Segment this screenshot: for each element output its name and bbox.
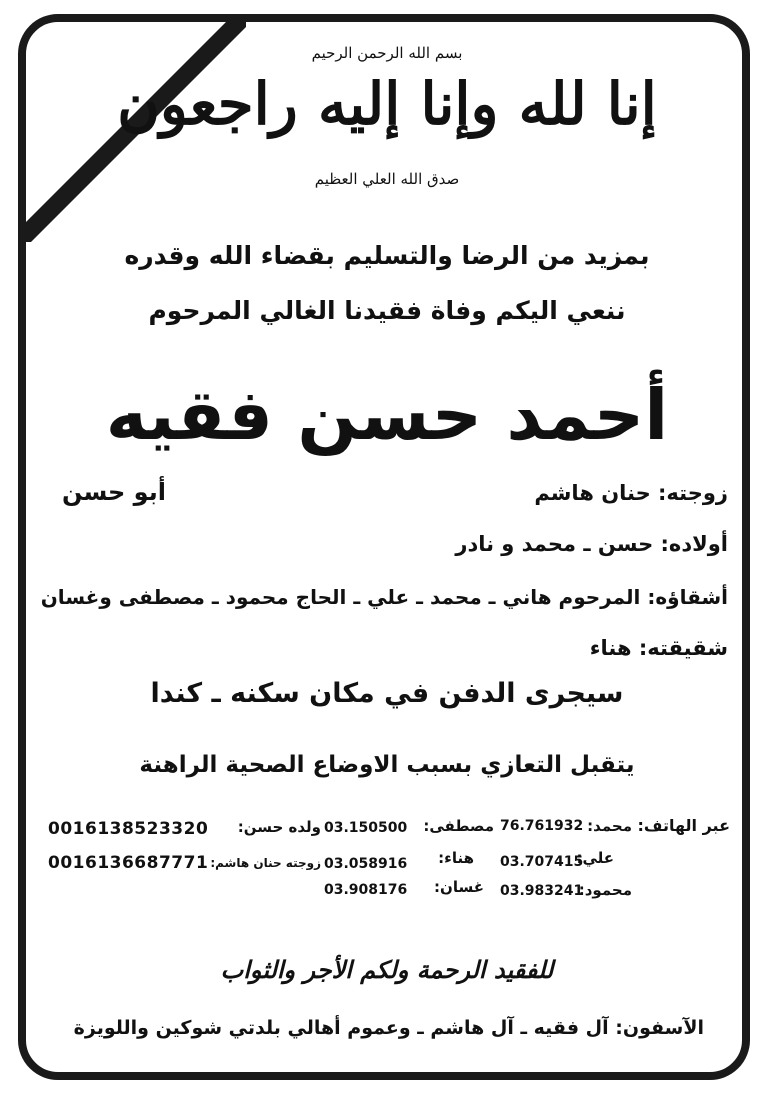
phone-number: 0016136687771 (48, 853, 209, 873)
phone-name: هناء: (438, 849, 474, 867)
sister-line: شقيقته: هناء (589, 636, 728, 660)
quran-verse: إنا لله وإنا إليه راجعون (117, 70, 657, 138)
phone-number: 03.908176 (324, 882, 408, 898)
nickname: أبو حسن (62, 478, 166, 506)
children-line: أولاده: حسن ـ محمد و نادر (455, 532, 728, 556)
phone-name: زوجته حنان هاشم: (210, 856, 321, 870)
mourners-line: الآسفون: آل فقيه ـ آل هاشم ـ وعموم أهالي بلدتي شوكين واللويزة (73, 1017, 704, 1039)
condolence-note: يتقبل التعازي بسبب الاوضاع الصحية الراهنة (139, 752, 635, 778)
phone-name: غسان: (434, 878, 484, 896)
phone-name: علي: (576, 849, 614, 867)
intro-line-1: بمزيد من الرضا والتسليم بقضاء الله وقدره (124, 241, 650, 270)
phone-name: محمد: (587, 817, 632, 835)
phone-number: 76.761932 (500, 818, 584, 834)
wife-line: زوجته: حنان هاشم (534, 481, 728, 505)
phone-number: 03.058916 (324, 856, 408, 872)
phone-number: 03.983241 (500, 883, 584, 899)
intro-line-2: ننعي اليكم وفاة فقيدنا الغالي المرحوم (148, 296, 626, 325)
phone-name: محمود: (578, 881, 632, 899)
burial-notice: سيجرى الدفن في مكان سكنه ـ كندا (150, 678, 624, 709)
phone-label: عبر الهاتف: (637, 816, 730, 835)
phone-name: ولده حسن: (237, 818, 321, 836)
basmala: بسم الله الرحمن الرحيم (311, 44, 463, 62)
phone-name: مصطفى: (423, 817, 494, 835)
verse-closing: صدق الله العلي العظيم (314, 170, 460, 188)
phone-number: 03.707415 (500, 854, 584, 870)
phone-number: 03.150500 (324, 820, 408, 836)
deceased-name: أحمد حسن فقيه (105, 374, 669, 456)
prayer-line: للفقيد الرحمة ولكم الأجر والثواب (220, 955, 554, 984)
phone-number: 0016138523320 (48, 819, 209, 839)
brothers-line: أشقاؤه: المرحوم هاني ـ محمد ـ علي ـ الحاج محمود ـ مصطفى وغسان (40, 585, 728, 609)
